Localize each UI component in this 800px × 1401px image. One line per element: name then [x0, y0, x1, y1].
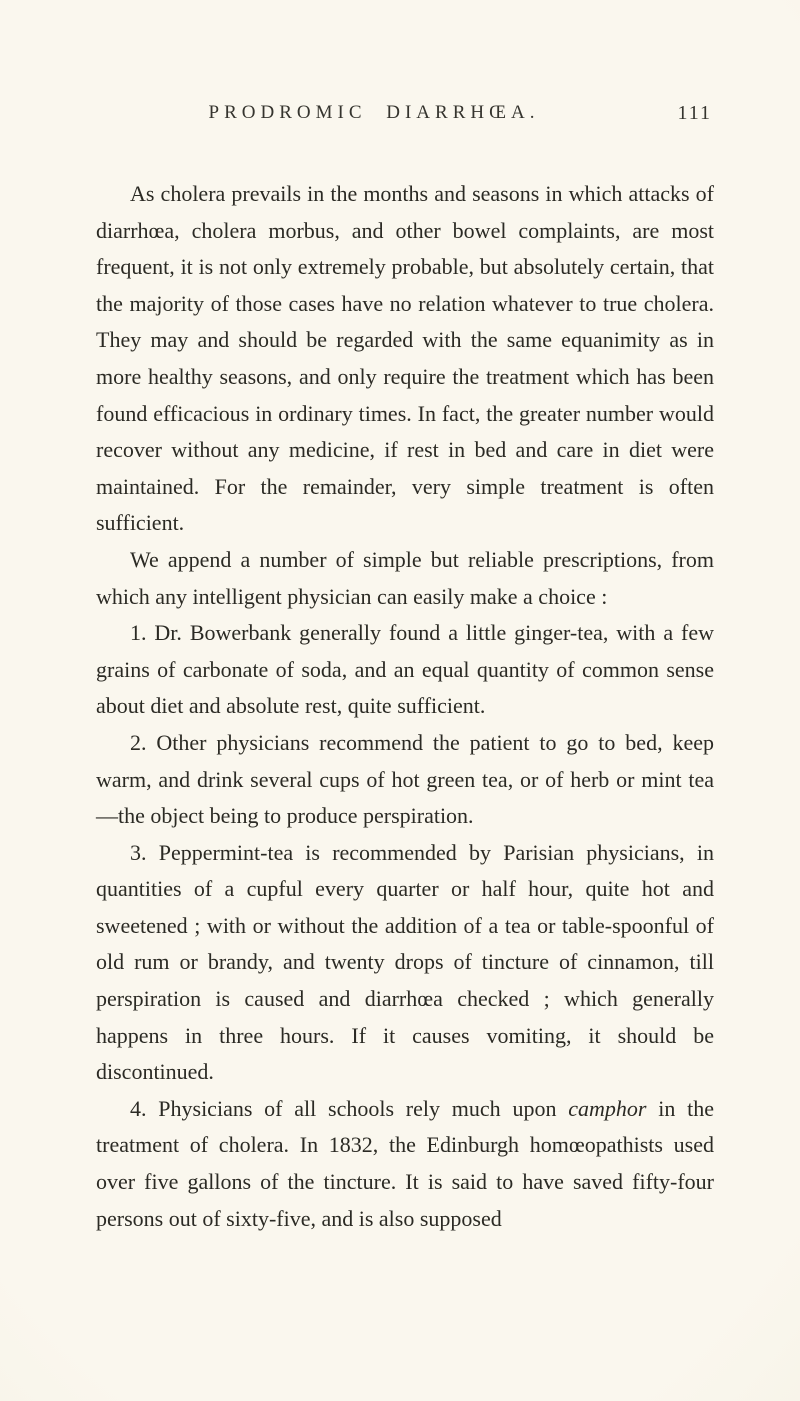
page-number: 111	[677, 102, 712, 124]
list-item-1: 1. Dr. Bowerbank generally found a little ginger-tea, with a few grains of carbonate of soda, and an equal quantity of common sense about diet and absolute rest, quite sufficient.	[96, 620, 714, 719]
page-text-block	[96, 176, 714, 1237]
list-item-3: 3. Peppermint-tea is recommended by Parisian physicians, in quantities of a cupful every quarter or half hour, quite hot and sweetened ; with or without the addition of a tea or table-spoonful of old rum or brandy, and twenty drops of tincture of cinnamon, till perspiration is caused and diarrhœa checked ; which generally happens in three hours. If it causes vomiting, it should be discontinued.	[96, 839, 714, 1085]
list-item-4-text-before: 4. Physicians of all schools rely much upon	[130, 1095, 569, 1121]
list-item-2: 2. Other physicians recommend the patient to go to bed, keep warm, and drink several cups of hot green tea, or of herb or mint tea—the object being to produce perspiration.	[96, 729, 714, 829]
list-item-4-text-after: in the treatment of cholera. In 1832, the Edinburgh homœopathists used over five gallons of the tincture. It is said to have saved fifty-four persons out of sixty-five, and is also supposed	[96, 1095, 714, 1231]
running-header	[96, 102, 712, 130]
paragraph-prescriptions-lead: We append a number of simple but reliable prescriptions, from which any intelligent physician can easily make a choice :	[96, 546, 714, 609]
running-title: PRODROMIC DIARRHŒA.	[208, 102, 540, 123]
list-item-4	[96, 1091, 714, 1237]
list-item-4-italic-word: camphor	[568, 1095, 647, 1121]
paragraph-intro: As cholera prevails in the months and seasons in which attacks of diarrhœa, cholera morbus, and other bowel complaints, are most frequent, it is not only extremely probable, but absolutely certain, that the majority of those cases have no relation whatever to true cholera. They may and should be regarded with the same equanimity as in more healthy seasons, and only require the treatment which has been found efficacious in ordinary times. In fact, the greater number would recover without any medicine, if rest in bed and care in diet were maintained. For the remainder, very simple treatment is often sufficient.	[96, 181, 714, 536]
